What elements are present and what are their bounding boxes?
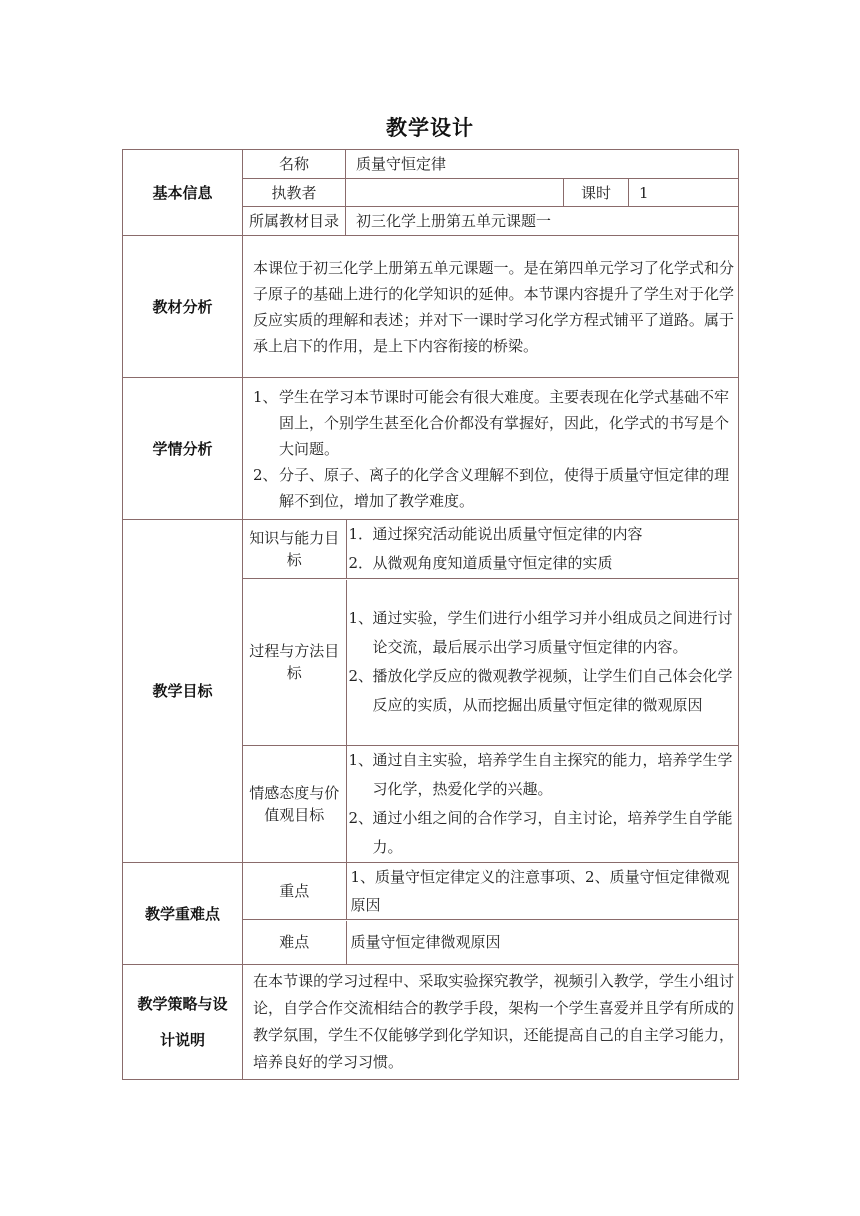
section-student-analysis: 学情分析 bbox=[123, 378, 243, 520]
process-goal-label: 过程与方法目标 bbox=[243, 580, 346, 745]
teacher-label: 执教者 bbox=[243, 179, 346, 207]
catalog-value: 初三化学上册第五单元课题一 bbox=[346, 207, 739, 236]
student-analysis-list bbox=[243, 378, 739, 520]
difficult-point-text: 质量守恒定律微观原因 bbox=[350, 933, 501, 951]
lesson-design-table bbox=[122, 149, 739, 1080]
document-title: 教学设计 bbox=[386, 116, 474, 140]
emotion-goal-label: 情感态度与价值观目标 bbox=[243, 746, 346, 862]
catalog-label: 所属教材目录 bbox=[243, 207, 346, 236]
list-item: 2、 通过小组之间的合作学习，自主讨论，培养学生自学能力。 bbox=[348, 809, 733, 856]
section-teaching-goals: 教学目标 bbox=[123, 520, 243, 863]
name-value: 质量守恒定律 bbox=[346, 150, 739, 179]
key-point-label: 重点 bbox=[243, 863, 346, 919]
strategy-text: 在本节课的学习过程中、采取实验探究教学，视频引入教学，学生小组讨论，自学合作交流相结合的教学手段，架构一个学生喜爱并且学有所成的教学氛围，学生不仅能够学到化学知识，还能提高自己的自主学习能力，培养良好的学习习惯。 bbox=[243, 965, 739, 1080]
list-item: 1、 学生在学习本节课时可能会有很大难度。主要表现在化学式基础不牢固上，个别学生甚至化合价都没有掌握好，因此，化学式的书写是个大问题。 bbox=[253, 387, 730, 458]
list-item: 2、 分子、原子、离子的化学含义理解不到位，使得于质量守恒定律的理解不到位，增加了教学难度。 bbox=[253, 465, 730, 510]
difficult-point-label: 难点 bbox=[243, 921, 346, 964]
section-material-analysis: 教材分析 bbox=[123, 236, 243, 378]
period-value: 1 bbox=[629, 179, 739, 207]
section-key-points: 教学重难点 bbox=[123, 863, 243, 965]
list-item: 1、 通过自主实验，培养学生自主探究的能力，培养学生学习化学，热爱化学的兴趣。 bbox=[348, 751, 733, 798]
process-goal-list bbox=[346, 580, 738, 745]
name-label: 名称 bbox=[243, 150, 346, 179]
section-strategy: 教学策略与设计说明 bbox=[123, 965, 243, 1080]
period-label: 课时 bbox=[564, 179, 629, 207]
knowledge-goal-label: 知识与能力目标 bbox=[243, 520, 346, 578]
list-item: 2、 播放化学反应的微观教学视频，让学生们自己体会化学反应的实质，从而挖掘出质量守恒定律的微观原因 bbox=[348, 667, 733, 714]
section-basic-info: 基本信息 bbox=[123, 150, 243, 236]
list-item: 1、 通过实验，学生们进行小组学习并小组成员之间进行讨论交流，最后展示出学习质量守恒定律的内容。 bbox=[348, 609, 733, 656]
list-item: 2． 从微观角度知道质量守恒定律的实质 bbox=[348, 554, 613, 572]
teacher-value bbox=[346, 179, 564, 207]
knowledge-goal-list bbox=[346, 520, 738, 578]
emotion-goal-list bbox=[346, 746, 738, 862]
key-point-text: 1、质量守恒定律定义的注意事项、2、质量守恒定律微观原因 bbox=[350, 868, 730, 914]
material-analysis-text: 本课位于初三化学上册第五单元课题一。是在第四单元学习了化学式和分子原子的基础上进行的化学知识的延伸。本节课内容提升了学生对于化学反应实质的理解和表述；并对下一课时学习化学方程式铺平了道路。属于承上启下的作用，是上下内容衔接的桥梁。 bbox=[243, 236, 739, 378]
list-item: 1． 通过探究活动能说出质量守恒定律的内容 bbox=[348, 525, 643, 543]
